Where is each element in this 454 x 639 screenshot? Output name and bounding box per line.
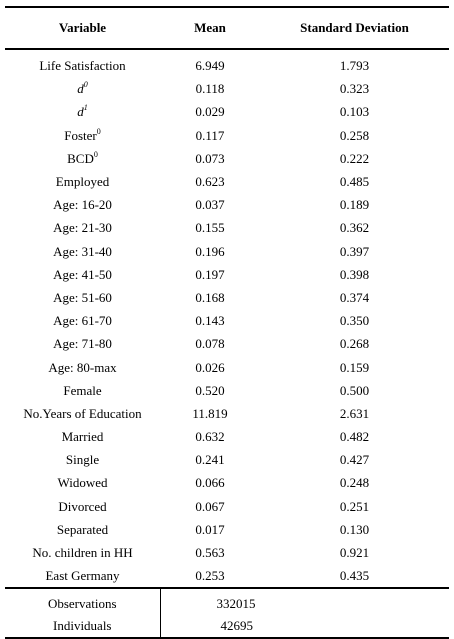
variable-label-base: BCD xyxy=(67,150,94,166)
variable-label: No. children in HH xyxy=(32,545,133,561)
table-row xyxy=(5,263,449,286)
observations-value: 332015 xyxy=(216,596,256,612)
sd-value: 0.251 xyxy=(339,498,370,514)
mean-value: 0.078 xyxy=(195,336,225,352)
variable-label-superscript: 0 xyxy=(83,80,88,90)
mean-value: 0.026 xyxy=(195,359,225,375)
variable-label: Married xyxy=(61,429,104,445)
sd-value: 0.427 xyxy=(339,452,370,468)
table-row xyxy=(5,193,449,216)
mean-value: 0.196 xyxy=(195,243,225,259)
mean-value: 0.029 xyxy=(195,104,225,120)
mean-value: 0.066 xyxy=(195,475,225,491)
mean-value: 0.117 xyxy=(195,127,225,143)
variable-label: Widowed xyxy=(57,475,108,491)
variable-label: Female xyxy=(63,382,102,398)
individuals-label: Individuals xyxy=(5,615,160,638)
sd-value: 0.435 xyxy=(260,564,449,588)
sd-value: 0.189 xyxy=(339,197,370,213)
table-row xyxy=(5,471,449,494)
variable-label xyxy=(5,124,160,147)
mean-value: 0.168 xyxy=(195,289,225,305)
variable-label: Age: 31-40 xyxy=(53,243,112,259)
table-row xyxy=(5,402,449,425)
mean-value: 0.067 xyxy=(195,498,225,514)
variable-label-base: d xyxy=(77,81,84,97)
table-row xyxy=(5,332,449,355)
table-row xyxy=(5,240,449,263)
table-row xyxy=(5,49,449,77)
mean-value: 0.520 xyxy=(195,382,225,398)
mean-value: 0.118 xyxy=(195,81,225,97)
table-row xyxy=(5,216,449,239)
sd-value: 0.398 xyxy=(339,266,370,282)
variable-label xyxy=(5,100,160,123)
variable-label: Age: 41-50 xyxy=(53,266,112,282)
table-row xyxy=(5,309,449,332)
variable-label-base: d xyxy=(77,104,84,120)
table-header xyxy=(5,7,449,49)
mean-value: 0.632 xyxy=(195,429,225,445)
mean-value: 0.253 xyxy=(160,564,260,588)
table-row xyxy=(5,77,449,100)
table-row xyxy=(5,425,449,448)
variable-label: Employed xyxy=(55,174,110,190)
mean-value: 0.037 xyxy=(195,197,225,213)
sd-value: 0.500 xyxy=(339,382,370,398)
observations-label: Observations xyxy=(5,588,160,615)
sd-value: 0.397 xyxy=(339,243,370,259)
mean-value: 0.073 xyxy=(195,150,225,166)
table-row xyxy=(5,518,449,541)
sd-value: 0.258 xyxy=(339,127,370,143)
sd-value: 0.222 xyxy=(339,150,370,166)
sd-value: 0.268 xyxy=(339,336,370,352)
table-row xyxy=(5,541,449,564)
table-summary xyxy=(5,588,449,638)
table-row xyxy=(5,379,449,402)
table-row xyxy=(5,286,449,309)
sd-value: 2.631 xyxy=(339,405,370,421)
variable-label: Age: 80-max xyxy=(48,359,117,375)
header-variable: Variable xyxy=(5,7,160,49)
table-row xyxy=(5,124,449,147)
variable-label: Life Satisfaction xyxy=(39,58,126,74)
mean-value: 0.155 xyxy=(195,220,225,236)
mean-value: 0.563 xyxy=(195,545,225,561)
sd-value: 0.921 xyxy=(339,545,370,561)
mean-value: 0.623 xyxy=(195,174,225,190)
mean-value: 0.197 xyxy=(195,266,225,282)
variable-label: East Germany xyxy=(5,564,160,588)
table-row xyxy=(5,100,449,123)
table-row xyxy=(5,355,449,378)
variable-label xyxy=(5,77,160,100)
sd-value: 0.323 xyxy=(339,81,370,97)
mean-value: 0.143 xyxy=(195,313,225,329)
variable-label-superscript: 0 xyxy=(96,126,101,136)
sd-value: 0.248 xyxy=(339,475,370,491)
sd-value: 0.130 xyxy=(339,521,370,537)
mean-value: 0.241 xyxy=(195,452,225,468)
individuals-value: 42695 xyxy=(160,615,449,638)
sd-value: 1.793 xyxy=(339,58,370,74)
sd-value: 0.159 xyxy=(339,359,370,375)
variable-label: Age: 61-70 xyxy=(53,313,112,329)
observations-row xyxy=(5,588,449,615)
variable-label: Age: 21-30 xyxy=(53,220,112,236)
sd-value: 0.350 xyxy=(339,313,370,329)
variable-label: Divorced xyxy=(58,498,107,514)
variable-label-base: Foster xyxy=(64,127,97,143)
sd-value: 0.374 xyxy=(339,289,370,305)
variable-label-superscript: 1 xyxy=(83,103,88,113)
variable-label: Age: 51-60 xyxy=(53,289,112,305)
variable-label: Separated xyxy=(56,521,109,537)
descriptive-statistics-table xyxy=(5,6,449,639)
sd-value: 0.485 xyxy=(339,174,370,190)
sd-value: 0.103 xyxy=(339,104,370,120)
sd-value: 0.362 xyxy=(339,220,370,236)
variable-label: Single xyxy=(65,452,100,468)
sd-value: 0.482 xyxy=(339,429,370,445)
variable-label: Age: 71-80 xyxy=(53,336,112,352)
variable-label-superscript: 0 xyxy=(93,149,98,159)
table-row xyxy=(5,170,449,193)
table-row xyxy=(5,564,449,588)
table-row xyxy=(5,495,449,518)
mean-value: 6.949 xyxy=(195,58,225,74)
individuals-row xyxy=(5,615,449,638)
header-standard-deviation: Standard Deviation xyxy=(260,7,449,49)
header-row xyxy=(5,7,449,49)
variable-label xyxy=(5,147,160,170)
mean-value: 0.017 xyxy=(195,521,225,537)
table-body xyxy=(5,49,449,588)
header-mean: Mean xyxy=(160,7,260,49)
mean-value: 11.819 xyxy=(192,405,228,421)
table-row xyxy=(5,448,449,471)
table-row xyxy=(5,147,449,170)
variable-label: No.Years of Education xyxy=(23,405,142,421)
variable-label: Age: 16-20 xyxy=(53,197,112,213)
